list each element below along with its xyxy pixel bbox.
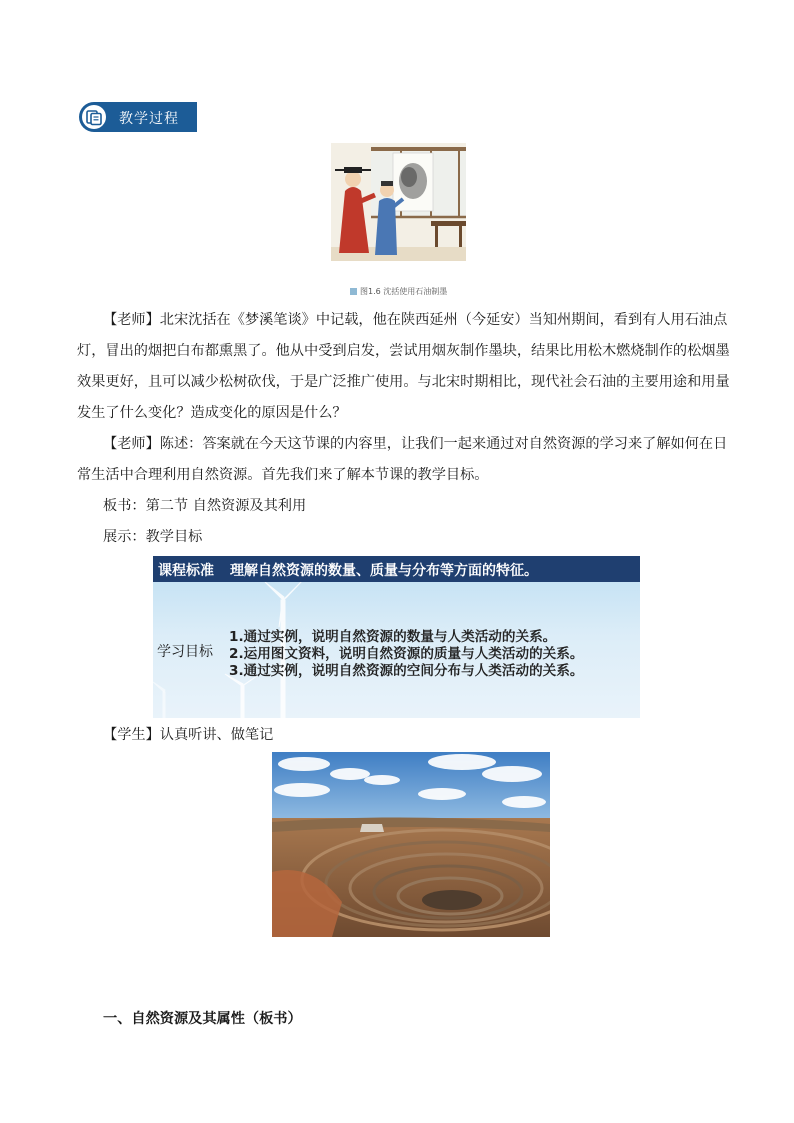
- song-dynasty-scholar-illustration: [331, 143, 466, 261]
- student-note: 【学生】认真听讲、做笔记: [103, 727, 274, 743]
- objectives-body: [153, 582, 640, 718]
- show-note: 展示：教学目标: [103, 529, 203, 545]
- learning-goal-item: 3.通过实例，说明自然资源的空间分布与人类活动的关系。: [229, 663, 584, 679]
- course-standard-key: 课程标准: [158, 563, 214, 579]
- paragraph-line: 【老师】陈述：答案就在今天这节课的内容里，让我们一起来通过对自然资源的学习来了解如何在日: [103, 436, 728, 452]
- section-badge: [79, 102, 197, 132]
- paragraph-line: 【老师】北宋沈括在《梦溪笔谈》中记载，他在陕西延州（今延安）当知州期间，看到有人用石油点: [103, 312, 728, 328]
- paragraph-line: 发生了什么变化？造成变化的原因是什么？: [77, 405, 347, 421]
- paragraph-line: 常生活中合理利用自然资源。首先我们来了解本节课的教学目标。: [77, 467, 489, 483]
- figure-caption: 图1.6 沈括使用石油制墨: [350, 286, 447, 297]
- document-stack-icon: [84, 107, 104, 127]
- learning-goal-item: 1.通过实例，说明自然资源的数量与人类活动的关系。: [229, 629, 557, 645]
- objectives-panel: [153, 556, 640, 718]
- learning-goal-item: 2.运用图文资料，说明自然资源的质量与人类活动的关系。: [229, 646, 584, 662]
- paragraph-line: 效果更好，且可以减少松树砍伐，于是广泛推广使用。与北宋时期相比，现代社会石油的主要用途和用量: [77, 374, 730, 390]
- learning-goals-key: 学习目标: [157, 644, 213, 660]
- section-badge-label: 教学过程: [119, 111, 179, 127]
- objectives-header: [153, 556, 640, 582]
- section-heading: 一、自然资源及其属性（板书）: [103, 1011, 302, 1027]
- board-note: 板书：第二节 自然资源及其利用: [103, 498, 307, 514]
- paragraph-line: 灯，冒出的烟把白布都熏黑了。他从中受到启发，尝试用烟灰制作墨块，结果比用松木燃烧制作的松烟墨: [77, 343, 730, 359]
- caption-marker-icon: [350, 288, 357, 295]
- open-pit-mine-photo: [272, 752, 550, 937]
- course-standard-text: 理解自然资源的数量、质量与分布等方面的特征。: [230, 563, 538, 579]
